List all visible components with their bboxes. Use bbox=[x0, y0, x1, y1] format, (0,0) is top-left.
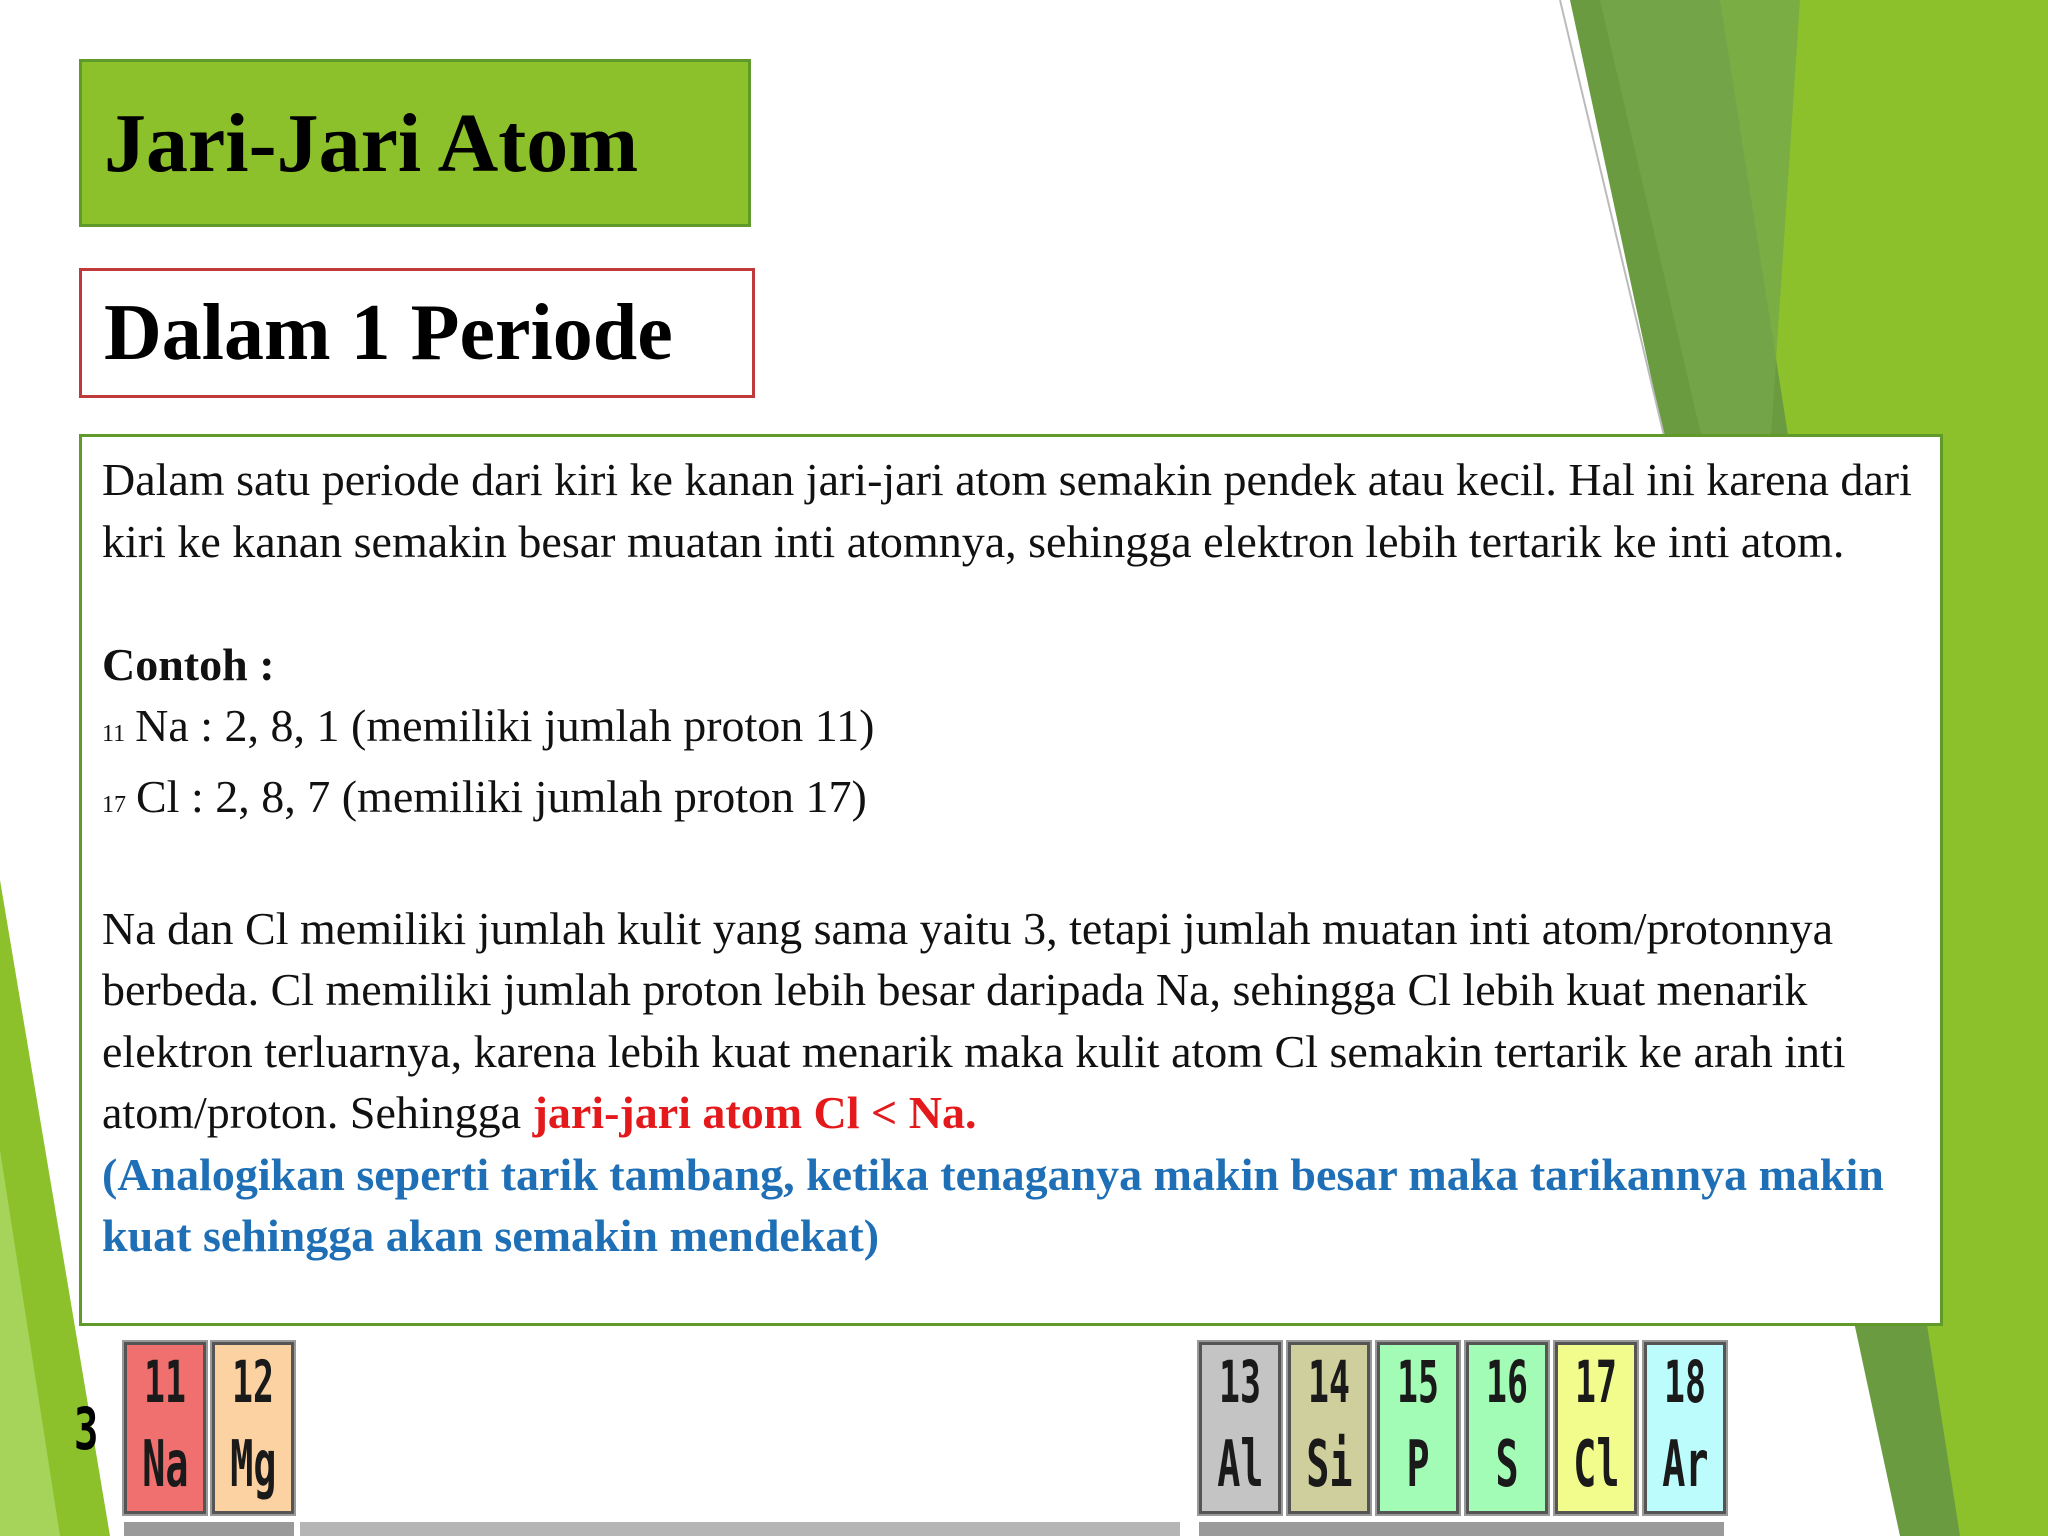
next-row-strip bbox=[1199, 1522, 1724, 1536]
period-label: 3 bbox=[74, 1395, 99, 1463]
element-cell-cl bbox=[1555, 1342, 1637, 1514]
example-line-na bbox=[102, 695, 1920, 766]
element-symbol: Mg bbox=[230, 1428, 277, 1502]
element-cell-s bbox=[1466, 1342, 1548, 1514]
element-number: 15 bbox=[1397, 1348, 1439, 1416]
explanation-paragraph bbox=[102, 898, 1920, 1144]
element-cell-al bbox=[1199, 1342, 1281, 1514]
element-symbol: P bbox=[1406, 1428, 1430, 1502]
element-number: 11 bbox=[144, 1348, 186, 1416]
element-number: 18 bbox=[1664, 1348, 1706, 1416]
element-symbol: Cl bbox=[1573, 1428, 1620, 1502]
atomic-number-na: 11 bbox=[102, 721, 126, 747]
atomic-number-cl: 17 bbox=[102, 791, 126, 818]
intro-paragraph: Dalam satu periode dari kiri ke kanan jari-jari atom semakin pendek atau kecil. Hal ini karena dari kiri ke kanan semakin besar muatan inti atomnya, sehingga elektron lebih tertarik ke inti atom. bbox=[102, 454, 1912, 567]
title-box bbox=[79, 59, 751, 227]
element-symbol: S bbox=[1495, 1428, 1519, 1502]
example-text-cl: Cl : 2, 8, 7 (memiliki jumlah proton 17) bbox=[136, 770, 867, 822]
element-symbol: Al bbox=[1217, 1428, 1264, 1502]
element-number: 16 bbox=[1486, 1348, 1528, 1416]
next-row-strip bbox=[124, 1522, 294, 1536]
element-cell-p bbox=[1377, 1342, 1459, 1514]
example-line-cl bbox=[102, 766, 1920, 837]
slide-title: Jari-Jari Atom bbox=[104, 96, 639, 190]
element-cell-mg bbox=[212, 1342, 294, 1514]
explanation-text: Na dan Cl memiliki jumlah kulit yang sama yaitu 3, tetapi jumlah muatan inti atom/protonnya berbeda. Cl memiliki jumlah proton lebih besar daripada Na, sehingga Cl lebih kuat menarik elektron terluarnya, karena lebih kuat menarik maka kulit atom Cl semakin tertarik ke arah inti atom/proton. Sehingga bbox=[102, 902, 1846, 1138]
element-symbol: Ar bbox=[1662, 1428, 1709, 1502]
element-symbol: Na bbox=[142, 1428, 189, 1502]
element-number: 17 bbox=[1575, 1348, 1617, 1416]
element-number: 12 bbox=[232, 1348, 274, 1416]
content-box bbox=[79, 434, 1943, 1326]
element-symbol: Si bbox=[1306, 1428, 1353, 1502]
element-cell-ar bbox=[1644, 1342, 1726, 1514]
element-cell-na bbox=[124, 1342, 206, 1514]
conclusion-highlight: jari-jari atom Cl < Na. bbox=[532, 1087, 977, 1138]
spacer bbox=[102, 836, 1920, 898]
element-number: 14 bbox=[1308, 1348, 1350, 1416]
example-heading: Contoh : bbox=[102, 638, 275, 690]
element-number: 13 bbox=[1219, 1348, 1261, 1416]
slide-subtitle: Dalam 1 Periode bbox=[104, 288, 673, 377]
next-row-strip bbox=[300, 1522, 1180, 1536]
example-text-na: Na : 2, 8, 1 (memiliki jumlah proton 11) bbox=[135, 700, 875, 751]
analogy-text: (Analogikan seperti tarik tambang, ketika tenaganya makin besar maka tarikannya makin kuat sehingga akan semakin mendekat) bbox=[102, 1148, 1884, 1261]
subtitle-box bbox=[79, 268, 755, 398]
spacer bbox=[102, 572, 1920, 634]
element-cell-si bbox=[1288, 1342, 1370, 1514]
